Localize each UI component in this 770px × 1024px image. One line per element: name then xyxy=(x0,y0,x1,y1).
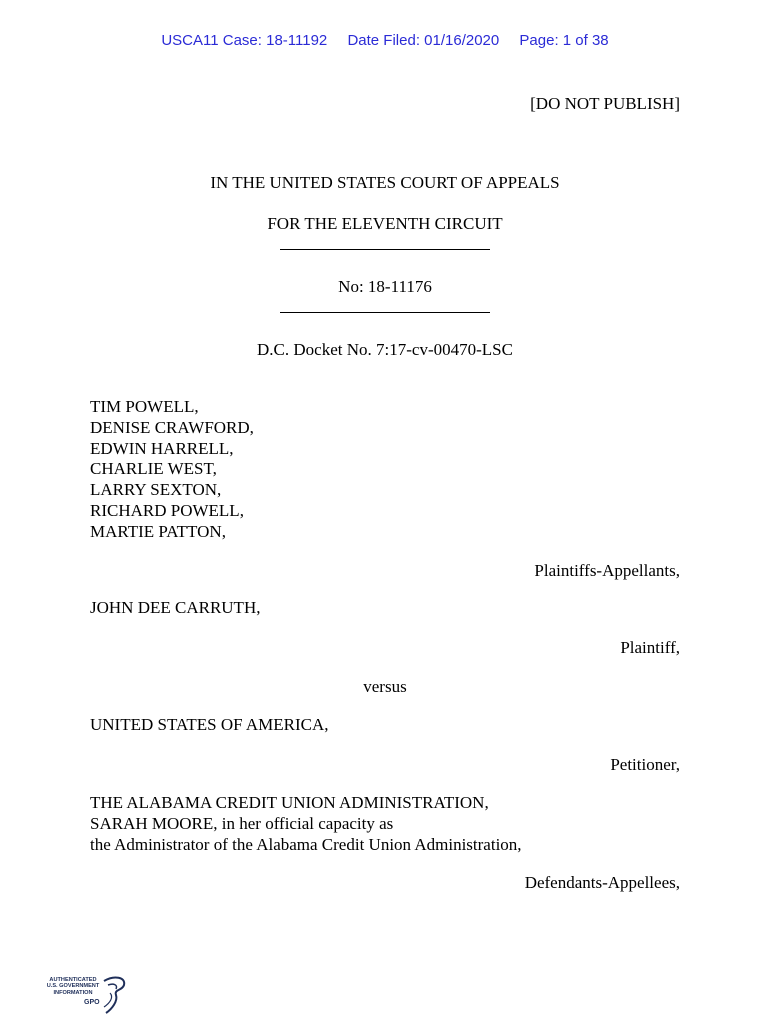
logo-line: AUTHENTICATED xyxy=(49,977,97,983)
case-number: No: 18-11176 xyxy=(338,277,432,296)
gpo-mark: GPO xyxy=(84,999,100,1006)
eagle-icon xyxy=(44,973,128,1017)
defendant-line: SARAH MOORE, in her official capacity as xyxy=(90,814,394,833)
plaintiff-carruth: JOHN DEE CARRUTH, xyxy=(90,598,261,617)
date-filed-header: Date Filed: 01/16/2020 xyxy=(347,32,500,49)
plaintiff-name: CHARLIE WEST, xyxy=(90,459,217,479)
plaintiff-name: LARRY SEXTON, xyxy=(90,480,222,500)
defendant-line: the Administrator of the Alabama Credit Union Administration, xyxy=(90,835,522,854)
gpo-authenticated-logo xyxy=(44,973,128,1017)
defendants-role: Defendants-Appellees, xyxy=(524,873,680,892)
plaintiff-name: MARTIE PATTON, xyxy=(90,521,226,541)
page-count-header: Page: 1 of 38 xyxy=(519,32,609,49)
pdf-header xyxy=(0,32,770,49)
plaintiff-role: Plaintiff, xyxy=(620,638,680,657)
versus-label: versus xyxy=(363,677,407,696)
publish-notice: [DO NOT PUBLISH] xyxy=(530,94,680,113)
logo-line: INFORMATION xyxy=(53,989,93,996)
petitioner-role: Petitioner, xyxy=(610,755,680,774)
docket-number: D.C. Docket No. 7:17-cv-00470-LSC xyxy=(257,340,513,359)
plaintiff-name: DENISE CRAWFORD, xyxy=(90,417,254,437)
petitioner-name: UNITED STATES OF AMERICA, xyxy=(90,715,329,734)
plaintiff-name: RICHARD POWELL, xyxy=(90,500,244,520)
court-title: IN THE UNITED STATES COURT OF APPEALS xyxy=(210,173,560,192)
divider-line xyxy=(280,312,490,313)
logo-line: U.S. GOVERNMENT xyxy=(46,983,100,990)
plaintiff-name: TIM POWELL, xyxy=(90,397,199,416)
plaintiff-name: EDWIN HARRELL, xyxy=(90,438,234,458)
divider-line xyxy=(280,249,490,250)
plaintiffs-list xyxy=(90,397,254,543)
defendant-line: THE ALABAMA CREDIT UNION ADMINISTRATION, xyxy=(90,793,489,812)
case-number-header: USCA11 Case: 18-11192 xyxy=(161,32,328,49)
circuit-title: FOR THE ELEVENTH CIRCUIT xyxy=(267,214,503,233)
plaintiffs-role: Plaintiffs-Appellants, xyxy=(534,561,680,580)
